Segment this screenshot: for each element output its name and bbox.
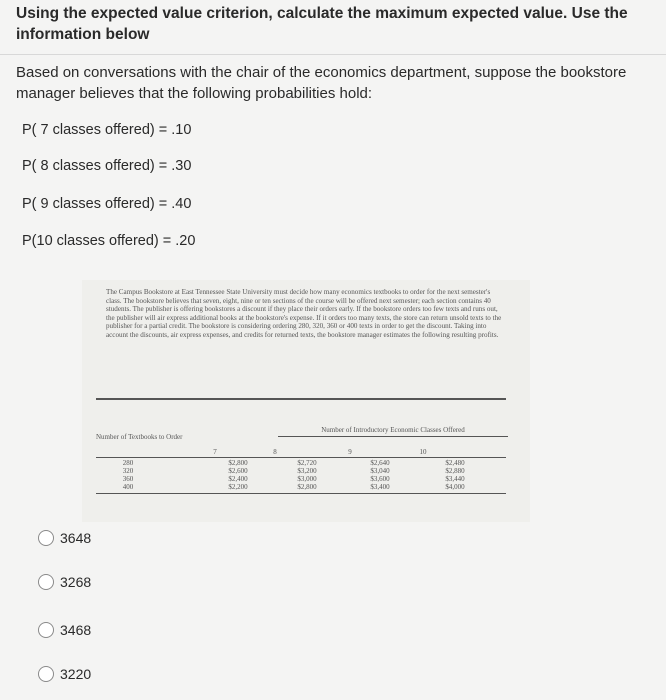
table-cell: $2,480 xyxy=(445,459,465,467)
table-col-header: 8 xyxy=(273,448,277,456)
table-cell: $2,880 xyxy=(445,467,465,475)
option-label: 3468 xyxy=(60,622,92,638)
table-cell: 400 xyxy=(122,483,134,491)
table-cell: $2,600 xyxy=(228,467,248,475)
divider xyxy=(0,54,666,55)
table-cell: $3,440 xyxy=(445,475,465,483)
intro-text: Based on conversations with the chair of the economics department, suppose the bookstore manager believes that the following probabilities hold: xyxy=(16,64,627,102)
table-column-9 xyxy=(362,459,398,491)
answer-option[interactable] xyxy=(38,622,91,638)
table-bottom-rule xyxy=(96,493,506,494)
table-col-header: 10 xyxy=(419,448,427,456)
table-cell: $2,640 xyxy=(370,459,390,467)
table-column-10 xyxy=(437,459,473,491)
table-cell: 360 xyxy=(122,475,134,483)
table-cell: $2,720 xyxy=(297,459,317,467)
table-column-7 xyxy=(220,459,256,491)
option-label: 3268 xyxy=(60,574,92,590)
table-cell: $3,200 xyxy=(297,467,317,475)
answer-option[interactable] xyxy=(38,574,91,590)
answer-option[interactable] xyxy=(38,666,91,682)
option-label: 3220 xyxy=(60,666,92,682)
table-cell: 320 xyxy=(122,467,134,475)
table-cell: $2,200 xyxy=(228,483,248,491)
problem-image xyxy=(82,280,530,522)
group-header-rule xyxy=(278,436,508,437)
probability-9: P( 9 classes offered) = .40 xyxy=(22,196,192,212)
table-row-header: Number of Textbooks to Order xyxy=(96,433,183,441)
radio-button-icon[interactable] xyxy=(38,574,54,590)
table-cell: $2,800 xyxy=(228,459,248,467)
radio-button-icon[interactable] xyxy=(38,530,54,546)
table-column-8 xyxy=(289,459,325,491)
table-cell: $2,400 xyxy=(228,475,248,483)
table-col-header: 9 xyxy=(348,448,352,456)
option-label: 3648 xyxy=(60,530,92,546)
probability-7: P( 7 classes offered) = .10 xyxy=(22,122,192,138)
table-col-header: 7 xyxy=(213,448,217,456)
problem-passage: The Campus Bookstore at East Tennessee State University must decide how many economics textbooks to order for the next semester's class. The bookstore believes that seven, eight, nine or ten sections of the course will be offered next semester; each section contains 40 students. The publisher is offering bookstores a discount if they place their orders early. If the bookstore orders too few texts and runs out, the publisher will air express additional books at the bookstore's expense. If it orders too many texts, the store can return unsold texts to the publisher for a partial credit. The bookstore is considering ordering 280, 320, 360 or 400 texts in order to get the discount. Taking into account the discounts, air express expenses, and credits for returned texts, the bookstore manager estimates the following resulting profits. xyxy=(106,288,502,339)
table-cell: $3,600 xyxy=(370,475,390,483)
radio-button-icon[interactable] xyxy=(38,622,54,638)
probability-8: P( 8 classes offered) = .30 xyxy=(22,158,192,174)
table-top-rule xyxy=(96,398,506,400)
table-cell: $3,040 xyxy=(370,467,390,475)
answer-option[interactable] xyxy=(38,530,91,546)
table-cell: $3,000 xyxy=(297,475,317,483)
table-order-column xyxy=(116,459,140,491)
table-cell: $2,800 xyxy=(297,483,317,491)
column-header-rule xyxy=(96,457,506,458)
table-group-header: Number of Introductory Economic Classes Offered xyxy=(321,426,465,434)
table-cell: $3,400 xyxy=(370,483,390,491)
radio-button-icon[interactable] xyxy=(38,666,54,682)
question-text: Using the expected value criterion, calculate the maximum expected value. Use the information below xyxy=(16,5,628,43)
probability-10: P(10 classes offered) = .20 xyxy=(22,233,196,249)
table-cell: 280 xyxy=(122,459,134,467)
table-cell: $4,000 xyxy=(445,483,465,491)
